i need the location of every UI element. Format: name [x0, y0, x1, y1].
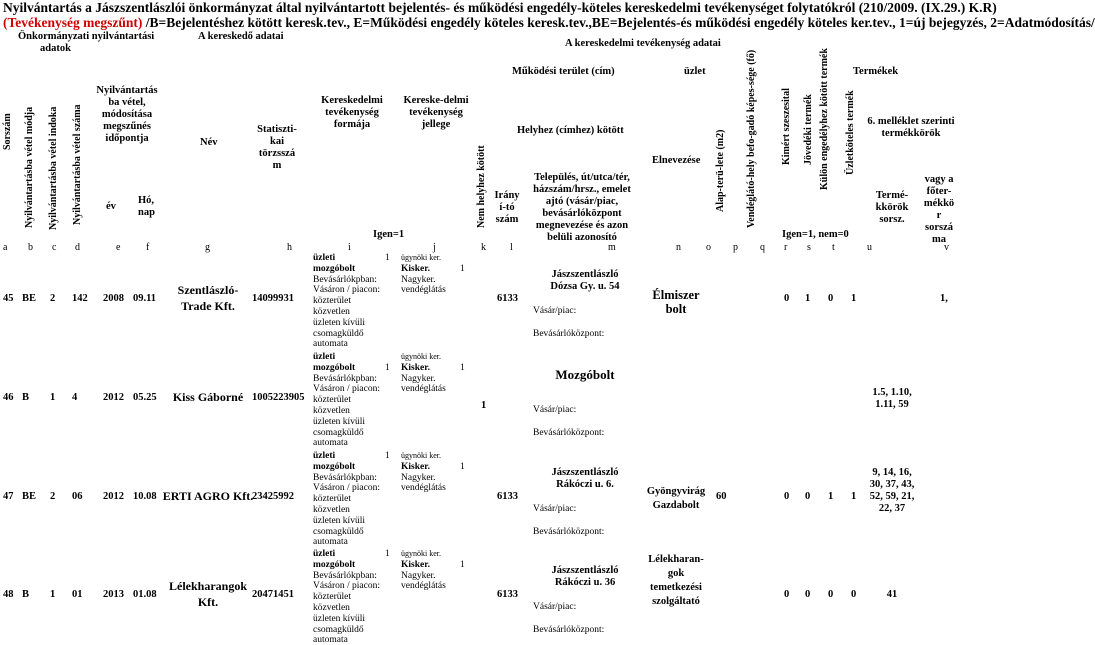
cell-cim: Rákóczi u. 36 [554, 577, 616, 588]
cell-jelleg-item: ügynöki ker. [401, 352, 441, 361]
cell-vetel-modja: B [22, 392, 30, 403]
cell-vetel-modja: BE [22, 293, 37, 304]
cell-forma-item: mozgóbolt [313, 461, 356, 472]
cell-forma-item: mozgóbolt [313, 362, 356, 373]
column-letter: j [433, 242, 436, 253]
cell-jelleg-item: Nagyker. [401, 570, 436, 581]
cell-jelleg-flag: 1 [460, 263, 465, 274]
cell-jelleg-item: Kisker. [401, 263, 430, 274]
cell-elnevezes: szolgáltató [652, 596, 700, 607]
col-termekkorok: Termé- kkörök sorsz. [875, 190, 909, 225]
column-letter: b [28, 242, 33, 253]
cell-jovedeki: 0 [805, 589, 811, 600]
cell-vetel-szama: 4 [72, 392, 78, 403]
cell-ho-nap: 05.25 [133, 392, 157, 403]
cell-forma-item: csomagküldő [313, 427, 364, 438]
cell-forma-item: mozgóbolt [313, 559, 356, 570]
column-letter: f [146, 242, 150, 253]
col-elnevezese: Elnevezése [652, 155, 701, 166]
cell-elnevezes: temetkezési [650, 582, 702, 593]
cell-statisztikai: 23425992 [252, 491, 294, 502]
cell-cim: Jászszentlászló [551, 467, 619, 478]
cell-nev: ERTI AGRO Kft. [162, 489, 254, 503]
cell-nev: Trade Kft. [181, 299, 235, 313]
column-letter: c [52, 242, 57, 253]
cell-forma-item: üzleti [313, 253, 336, 263]
column-letter: g [205, 242, 210, 253]
cell-jovedeki: 1 [805, 293, 811, 304]
cell-nev: Lélekharangok [168, 579, 247, 593]
cell-termekkor: 52, 59, 21, [869, 491, 915, 502]
cell-termekkor: 1.5, 1.10, [872, 387, 912, 398]
cell-jelleg-item: ügynöki ker. [401, 451, 441, 460]
cell-elnevezes: gok [667, 568, 685, 579]
cell-forma-item: Bevásárlókpban: [313, 373, 377, 384]
cell-forma-flag: 1 [385, 362, 390, 373]
column-letter: e [116, 242, 121, 253]
cell-jelleg-item: Kisker. [401, 559, 430, 570]
cell-jelleg-flag: 1 [460, 362, 465, 373]
col-igen-nem: Igen=1, nem=0 [782, 229, 849, 240]
col-kulon: Külön engedélyhez kötött termék [819, 48, 830, 190]
cell-sorszam: 45 [3, 293, 14, 304]
cell-forma-flag: 1 [385, 549, 390, 559]
column-letter: u [867, 242, 872, 253]
cell-nev: Szentlászló- [177, 283, 239, 297]
cell-forma-item: automata [313, 635, 348, 645]
cell-bevasarlokozpont: Bevásárlóközpont: [533, 527, 605, 537]
cell-iranyito: 6133 [497, 491, 518, 502]
column-letter: a [3, 242, 8, 253]
cell-bevasarlokozpont: Bevásárlóközpont: [533, 428, 605, 438]
col-sorszam: Sorszám [2, 113, 13, 150]
cell-bevasarlokozpont: Bevásárlóközpont: [533, 625, 605, 635]
cell-forma-item: közvetlen [313, 406, 350, 416]
cell-jelleg-flag: 1 [460, 559, 465, 570]
title-line-2 [3, 15, 1095, 30]
cell-forma-item: Vásáron / piacon: [313, 285, 381, 296]
col-formaja: Kereskedelmi tevékenység formája [321, 95, 383, 130]
cell-uzletkoteles: 1 [851, 293, 857, 304]
cell-jelleg-item: Kisker. [401, 362, 430, 373]
cell-jelleg-flag: 1 [460, 461, 465, 472]
column-letter: i [348, 242, 351, 253]
column-letter: d [75, 242, 80, 253]
cell-vetel-indoka: 2 [50, 293, 56, 304]
cell-jelleg-item: vendéglátás [401, 384, 446, 395]
cell-termekkor: 41 [886, 589, 898, 600]
column-letter: n [676, 242, 681, 253]
cell-uzletkoteles: 1 [851, 491, 857, 502]
cell-elnevezes: Gyöngyvirág [646, 486, 706, 497]
cell-ev: 2012 [103, 491, 124, 502]
cell-vetel-modja: B [22, 589, 30, 600]
title-line-1: Nyilvántartás a Jászszentlászlói önkormányzat által nyilvántartott bejelentés- és működési engedély-köteles kereskedelmi tevékenységet folytatókról (210/2009. (IX.29.) K.R) [3, 0, 997, 15]
col-igen1: Igen=1 [373, 229, 405, 240]
cell-statisztikai: 1005223905 [252, 392, 305, 403]
cell-forma-item: automata [313, 339, 348, 350]
cell-forma-item: üzleti [313, 549, 336, 559]
col-vendeglato: Vendéglátó-hely befo-gadó képes-sége (fő) [746, 49, 757, 228]
cell-forma-item: Vásáron / piacon: [313, 483, 381, 494]
cell-kulon: 1 [828, 491, 834, 502]
group-onkormanyzati: Önkormányzati nyilvántartási [18, 31, 155, 42]
cell-forma-item: Bevásárlókpban: [313, 274, 377, 285]
col-jellege: Kereske-delmi tevékenység jellege [403, 95, 469, 130]
col-uzletkoteles: Üzletköteles termék [845, 90, 856, 175]
cell-forma-item: közterület [313, 395, 351, 406]
column-letter: r [784, 242, 788, 253]
cell-forma-item: mozgóbolt [313, 263, 356, 274]
cell-forma-item: közterület [313, 592, 351, 603]
cell-forma-item: közvetlen [313, 505, 350, 515]
cell-bevasarlokozpont: Bevásárlóközpont: [533, 329, 605, 339]
cell-iranyito: 6133 [497, 589, 518, 600]
cell-jelleg-item: Nagyker. [401, 472, 436, 483]
cell-ho-nap: 01.08 [133, 589, 157, 600]
col-helyhez: Helyhez (címhez) kötött [517, 125, 624, 136]
cell-termekkor: 1.11, 59 [875, 399, 909, 410]
column-letter: t [832, 242, 835, 253]
cell-forma-item: csomagküldő [313, 526, 364, 537]
cell-foter: 1, [940, 293, 948, 304]
cell-nem-helyhez: 1 [481, 400, 487, 411]
cell-vasar-piac: Vásár/piac: [533, 602, 577, 612]
cell-vetel-indoka: 1 [50, 392, 56, 403]
cell-forma-item: közterület [313, 296, 351, 307]
group-termekek: Termékek [853, 66, 899, 77]
cell-sorszam: 46 [3, 392, 14, 403]
col-kimert: Kimért szeszesital [781, 88, 792, 165]
cell-vasar-piac: Vásár/piac: [533, 405, 577, 415]
cell-forma-item: üzleti [313, 352, 336, 362]
cell-forma-item: Bevásárlókpban: [313, 570, 377, 581]
title-status-red: (Tevékenység megszűnt) [3, 15, 143, 30]
cell-forma-item: közvetlen [313, 307, 350, 317]
column-letter: k [481, 242, 486, 253]
cell-forma-flag: 1 [385, 253, 390, 263]
cell-sorszam: 47 [3, 491, 14, 502]
cell-vetel-indoka: 1 [50, 589, 56, 600]
cell-cim: Rákóczi u. 6. [556, 479, 614, 490]
col-ev: év [106, 201, 116, 212]
col-alapterulete: Alap-terü-lete (m2) [715, 129, 726, 212]
cell-iranyito: 6133 [497, 293, 518, 304]
cell-vetel-modja: BE [22, 491, 37, 502]
column-letter: p [733, 242, 738, 253]
cell-forma-item: üzleten kívüli [313, 317, 365, 328]
cell-forma-item: Vásáron / piacon: [313, 581, 381, 592]
group-tevekenyseg: A kereskedelmi tevékenység adatai [565, 38, 721, 49]
col-melleklet: 6. melléklet szerinti termékkörök [867, 116, 955, 139]
cell-ev: 2013 [103, 589, 124, 600]
cell-jelleg-item: Nagyker. [401, 373, 436, 384]
cell-termekkor: 22, 37 [878, 503, 906, 514]
cell-jelleg-item: Kisker. [401, 461, 430, 472]
cell-forma-flag: 1 [385, 451, 390, 461]
cell-nev: Kft. [197, 595, 219, 609]
col-jovedeki: Jövedéki termék [803, 94, 814, 165]
col-vetel-indoka: Nyilvántartásba vétel indoka [48, 106, 59, 230]
column-letter: h [287, 242, 292, 253]
col-statisztikai: Statiszti- kai törzsszá m [257, 124, 297, 171]
title-legend: /B=Bejelentéshez kötött keresk.tev., E=Működési engedély köteles keresk.tev.,BE=Bejelentés-és működési engedély köteles ker.tev., 1=új bejegyzés, 2=Adatmódosítás/ [142, 15, 1095, 30]
cell-forma-item: üzleten kívüli [313, 515, 365, 526]
group-kereskedo: A kereskedő adatai [198, 31, 284, 42]
cell-forma-item: közterület [313, 494, 351, 505]
cell-vetel-szama: 06 [72, 491, 83, 502]
cell-kimert: 0 [784, 589, 790, 600]
cell-vetel-szama: 142 [72, 293, 88, 304]
cell-forma-item: automata [313, 537, 348, 548]
cell-statisztikai: 14099931 [252, 293, 294, 304]
cell-jelleg-item: vendéglátás [401, 483, 446, 494]
cell-forma-item: Bevásárlókpban: [313, 472, 377, 483]
group-mukodesi: Működési terület (cím) [512, 66, 615, 77]
column-letter: q [760, 242, 765, 253]
cell-ev: 2008 [103, 293, 124, 304]
cell-kimert: 0 [784, 293, 790, 304]
cell-termekkor: 9, 14, 16, [872, 467, 912, 478]
column-letter: s [807, 242, 811, 253]
cell-forma-item: üzleten kívüli [313, 416, 365, 427]
cell-uzletkoteles: 0 [851, 589, 857, 600]
group-uzlet: üzlet [684, 66, 706, 77]
cell-vasar-piac: Vásár/piac: [533, 504, 577, 514]
col-vetel-modja: Nyilvántartásba vétel módja [24, 106, 35, 228]
cell-termekkor: 30, 37, 43, [869, 479, 915, 490]
cell-jelleg-item: ügynöki ker. [401, 253, 441, 262]
col-nem-helyhez: Nem helyhez kötött [476, 145, 487, 228]
cell-elnevezes: Lélekharan- [648, 554, 704, 565]
col-vetel-szama: Nyilvántartásba vétel száma [72, 104, 83, 225]
cell-alapterulet: 60 [716, 491, 727, 502]
cell-kulon: 0 [828, 293, 834, 304]
cell-forma-item: üzleti [313, 451, 336, 461]
cell-ho-nap: 09.11 [133, 293, 157, 304]
col-ho-nap: Hó, nap [138, 195, 155, 218]
col-nev: Név [200, 137, 218, 148]
cell-kulon: 0 [828, 589, 834, 600]
group-adatok: adatok [40, 43, 71, 54]
column-letter: m [608, 242, 616, 253]
cell-nev: Kiss Gáborné [172, 390, 244, 404]
cell-vetel-szama: 01 [72, 589, 83, 600]
cell-forma-item: csomagküldő [313, 624, 364, 635]
cell-jelleg-item: vendéglátás [401, 581, 446, 592]
cell-ho-nap: 10.08 [133, 491, 157, 502]
cell-jelleg-item: Nagyker. [401, 274, 436, 285]
cell-forma-item: üzleten kívüli [313, 613, 365, 624]
cell-kimert: 0 [784, 491, 790, 502]
cell-elnevezes: Élmiszer [652, 288, 700, 302]
column-letter: v [944, 242, 949, 253]
cell-jelleg-item: vendéglátás [401, 285, 446, 296]
cell-elnevezes: bolt [665, 302, 687, 316]
cell-sorszam: 48 [3, 589, 14, 600]
cell-ev: 2012 [103, 392, 124, 403]
cell-forma-item: csomagküldő [313, 328, 364, 339]
column-letter: l [510, 242, 513, 253]
column-letter: o [706, 242, 711, 253]
cell-cim: Dózsa Gy. u. 54 [550, 281, 620, 292]
cell-forma-item: Vásáron / piacon: [313, 384, 381, 395]
cell-vetel-indoka: 2 [50, 491, 56, 502]
cell-forma-item: közvetlen [313, 603, 350, 613]
col-iranyito: Irány í-tó szám [494, 190, 520, 225]
col-idopont: Nyilvántartás ba vétel, módosítása megszűnés időpontja [96, 85, 158, 144]
cell-vasar-piac: Vásár/piac: [533, 306, 577, 316]
cell-cim: Mozgóbolt [555, 367, 615, 382]
cell-jelleg-item: ügynöki ker. [401, 549, 441, 558]
cell-statisztikai: 20471451 [252, 589, 294, 600]
cell-forma-item: automata [313, 438, 348, 449]
cell-cim: Jászszentlászló [551, 565, 619, 576]
cell-elnevezes: Gazdabolt [652, 500, 700, 511]
col-telepules: Település, út/utca/tér, házszám/hrsz., emelet ajtó (vásár/piac, bevásárlóközpont megnevezése és azon belüli azonosító [533, 172, 631, 243]
col-foter: vagy a főter- mékkö r sorszá ma [923, 174, 955, 245]
cell-jovedeki: 0 [805, 491, 811, 502]
page-title [3, 0, 1095, 30]
cell-cim: Jászszentlászló [551, 269, 619, 280]
